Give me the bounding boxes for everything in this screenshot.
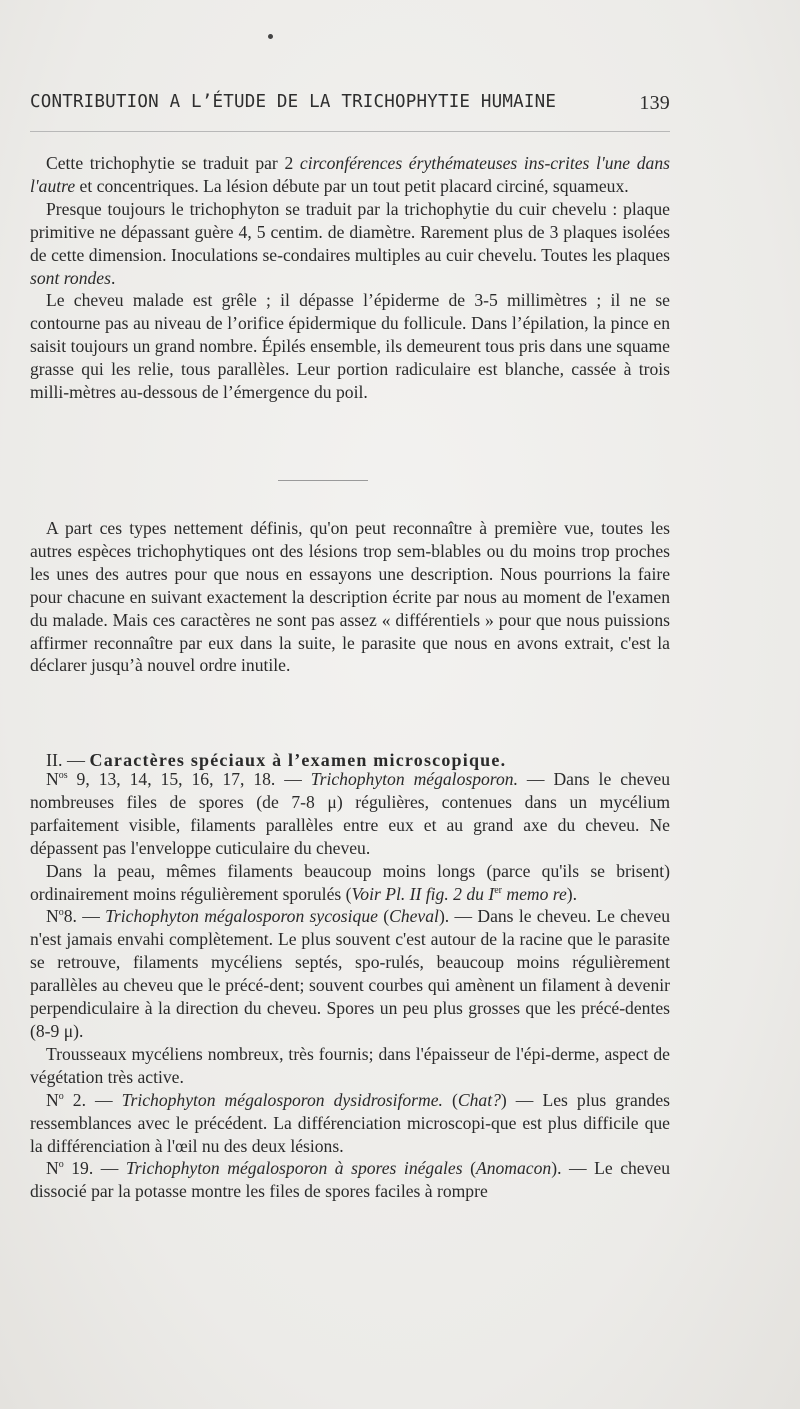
paragraph: Trousseaux mycéliens nombreux, très fournis; dans l'épaisseur de l'épi-derme, aspect de végétation très active. xyxy=(30,1043,670,1087)
paragraph: A part ces types nettement définis, qu'on peut reconnaître à première vue, toutes les autres espèces trichophytiques ont des lésions trop sem-blables ou du moins trop proches les unes des autres pour que nous en essayons une description. Nous pourrions la faire pour chacune en suivant exactement la description écrite par nous au moment de l'examen du malade. Mais ces caractères ne sont pas assez « différentiels » pour que nous puissions affirmer reconnaître par eux dans la suite, le parasite que nous en avons extrait, c'est la déclarer jusqu’à nouvel ordre inutile. xyxy=(30,518,670,676)
paragraph: Le cheveu malade est grêle ; il dépasse l’épiderme de 3-5 millimètres ; il ne se contourne pas au niveau de l’orifice épidermique du follicule. Dans l’épilation, la pince en saisit toujours un grand nombre. Épilés ensemble, ils demeurent tous pris dans une squame grasse qui les relie, tous parallèles. Leur portion radiculaire est blanche, cassée à trois milli-mètres au-dessous de l’émergence du poil. xyxy=(30,290,670,403)
header-rule xyxy=(30,131,670,132)
running-header xyxy=(30,92,670,115)
section-2 xyxy=(30,517,670,677)
section-divider xyxy=(278,480,368,481)
section-3 xyxy=(30,768,670,1203)
page-speck xyxy=(268,34,273,39)
paragraph: $N^o8$. — Trichophyton mégalosporon sycosique (Cheval). — Dans le cheveu. Le cheveu n'est jamais envahi complètement. Le plus souvent c'est autour de la racine que le parasite se retrouve, filaments mycéliens septés, spo-rulés, beaucoup moins régulièrement parallèles au cheveu que le précé-dent; souvent courbes qui amènent un filament à devenir perpendiculaire à la direction du cheveu. Spores un peu plus grosses que les précé-dentes (8-9 μ). xyxy=(30,906,670,1041)
section-1 xyxy=(30,152,670,404)
paragraph: Cette trichophytie se traduit par 2 circonférences érythémateuses ins-crites l'une dans l'autre et concentriques. La lésion débute par un tout petit placard circiné, squameux. xyxy=(30,153,670,196)
paragraph: $N^o$ 2. — Trichophyton mégalosporon dysidrosiforme. (Chat?) — Les plus grandes ressemblances avec le précédent. La différenciation microscopi-que est plus difficile que la différenciation à l'œil nu des deux lésions. xyxy=(30,1089,671,1156)
paragraph: Dans la peau, mêmes filaments beaucoup moins longs (parce qu'ils se brisent) ordinairement moins régulièrement sporulés (Voir Pl. II fig. 2 du Ier memo re). xyxy=(30,860,670,904)
page-number: 139 xyxy=(639,92,670,114)
heading-title: Caractères spéciaux à l’examen microscopique. xyxy=(89,750,507,770)
running-title: CONTRIBUTION A L’ÉTUDE DE LA TRICHOPHYTIE HUMAINE xyxy=(30,92,557,112)
paragraph: $N^{os}$ 9, 13, 14, 15, 16, 17, 18. — Trichophyton mégalosporon. — Dans le cheveu nombreuses files de spores (de 7-8 μ) régulières, contenues dans un mycélium parfaitement visible, filaments parallèles entre eux et au grand axe du cheveu. Ne dépassent pas l'enveloppe cuticulaire du cheveu. xyxy=(30,769,671,858)
heading-numeral: II. — xyxy=(46,750,90,770)
paragraph: $N^o$ 19. — Trichophyton mégalosporon à spores inégales (Anomacon). — Le cheveu dissocié par la potasse montre les files de spores faciles à rompre xyxy=(30,1158,671,1202)
paragraph: Presque toujours le trichophyton se traduit par la trichophytie du cuir chevelu : plaque primitive ne dépassant guère 4, 5 centim. de diamètre. Rarement plus de 3 plaques isolées de cette dimension. Inoculations se-condaires multiples au cuir chevelu. Toutes les plaques sont rondes. xyxy=(30,198,670,288)
